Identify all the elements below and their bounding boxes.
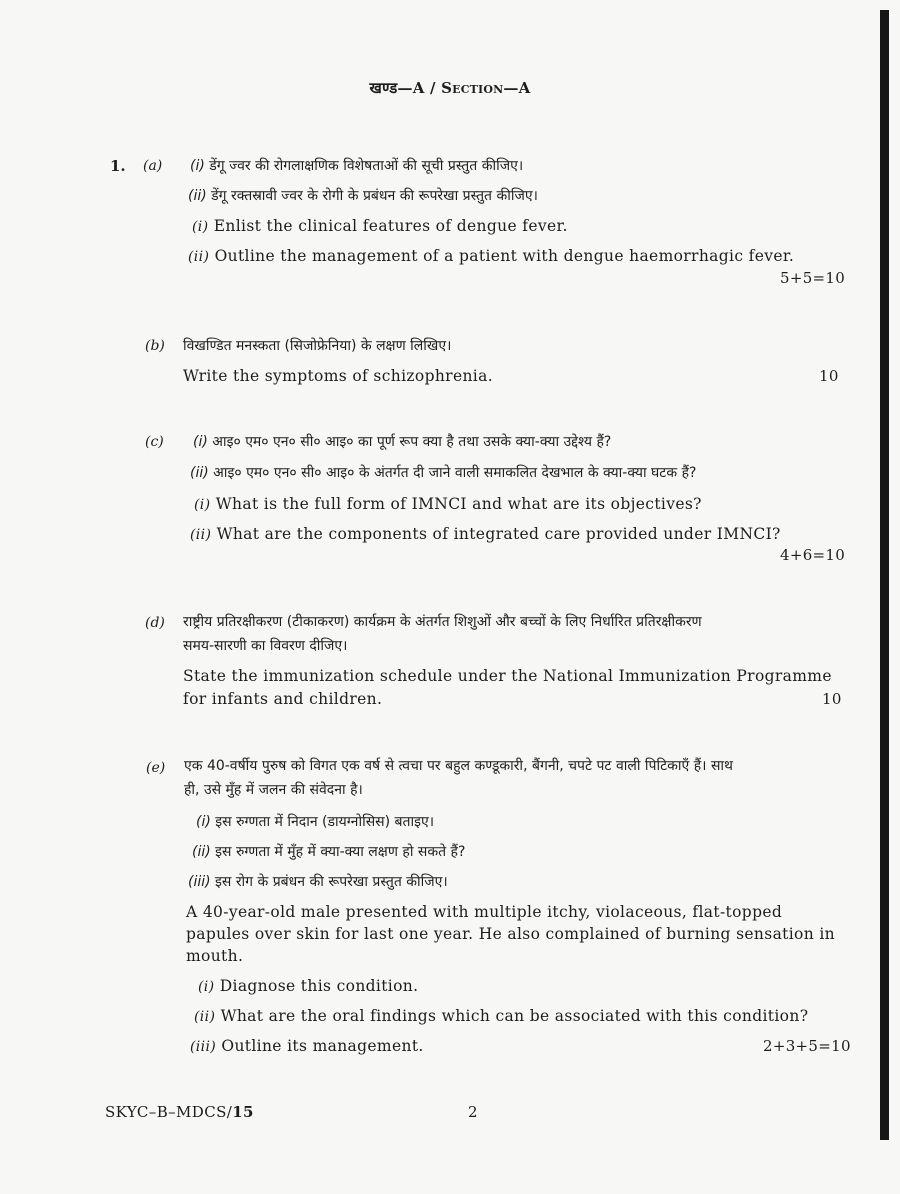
part-c-hindi-1: (i) आइ० एम० एन० सी० आइ० का पूर्ण रूप क्या है तथा उसके क्या-क्या उद्देश्य हैं? [193,434,612,450]
part-d-label: (d) [145,615,165,631]
part-e-english-3: mouth. [186,947,244,965]
page-number: 2 [468,1103,478,1121]
part-d-marks: 10 [822,690,842,708]
part-e-marks: 2+3+5=10 [763,1037,851,1055]
part-e-hindi-sub-3: (iii) इस रोग के प्रबंधन की रूपरेखा प्रस्तुत कीजिए। [188,874,448,890]
question-number: 1. [110,157,126,175]
part-a-english-2: (ii) Outline the management of a patient with dengue haemorrhagic fever. [188,247,795,265]
part-e-english-sub-1: (i) Diagnose this condition. [198,977,419,995]
part-a-hindi-1: (i) डेंगू ज्वर की रोगलाक्षणिक विशेषताओं की सूची प्रस्तुत कीजिए। [190,158,524,174]
part-c-hindi-2: (ii) आइ० एम० एन० सी० आइ० के अंतर्गत दी जाने वाली समाकलित देखभाल के क्या-क्या घटक हैं? [190,465,697,481]
part-b-hindi: विखण्डित मनस्कता (सिजोफ्रेनिया) के लक्षण लिखिए। [183,338,452,354]
part-e-label: (e) [146,760,166,776]
paper-code: SKYC–B–MDCS/15 [105,1103,254,1121]
part-c-label: (c) [145,434,164,450]
part-c-english-2: (ii) What are the components of integrated care provided under IMNCI? [190,525,781,543]
part-b-marks: 10 [819,367,839,385]
part-c-english-1: (i) What is the full form of IMNCI and what are its objectives? [194,495,702,513]
part-a-label: (a) [143,158,163,174]
part-e-english-sub-2: (ii) What are the oral findings which can be associated with this condition? [194,1007,809,1025]
section-title-hindi: खण्ड—A / [369,79,442,97]
part-e-hindi-1: एक 40-वर्षीय पुरुष को विगत एक वर्ष से त्वचा पर बहुल कण्डूकारी, बैंगनी, चपटे पट वाली पिटिकाएँ हैं। साथ [184,758,733,774]
part-e-english-1: A 40-year-old male presented with multiple itchy, violaceous, flat-topped [186,903,783,921]
part-b-label: (b) [145,338,165,354]
section-title [0,78,900,98]
scan-edge-bar [880,10,889,1140]
part-a-marks: 5+5=10 [780,269,846,287]
part-d-hindi-2: समय-सारणी का विवरण दीजिए। [183,638,348,654]
part-a-english-1: (i) Enlist the clinical features of dengue fever. [192,217,568,235]
part-c-marks: 4+6=10 [780,546,846,564]
part-a-hindi-2: (ii) डेंगू रक्तस्रावी ज्वर के रोगी के प्रबंधन की रूपरेखा प्रस्तुत कीजिए। [188,188,538,204]
part-e-hindi-sub-1: (i) इस रुग्णता में निदान (डायग्नोसिस) बताइए। [196,814,435,830]
section-title-english: Section—A [441,79,531,97]
part-d-english-2: for infants and children. [183,690,383,708]
part-d-english-1: State the immunization schedule under the National Immunization Programme [183,667,832,685]
part-e-english-sub-3: (iii) Outline its management. [190,1037,424,1055]
part-e-english-2: papules over skin for last one year. He also complained of burning sensation in [186,925,835,943]
part-e-hindi-sub-2: (ii) इस रुग्णता में मुँह में क्या-क्या लक्षण हो सकते हैं? [192,844,466,860]
part-b-english: Write the symptoms of schizophrenia. [183,367,493,385]
part-e-hindi-2: ही, उसे मुँह में जलन की संवेदना है। [184,782,363,798]
part-d-hindi-1: राष्ट्रीय प्रतिरक्षीकरण (टीकाकरण) कार्यक्रम के अंतर्गत शिशुओं और बच्चों के लिए निर्धारित प्रतिरक्षीकरण [183,614,702,630]
